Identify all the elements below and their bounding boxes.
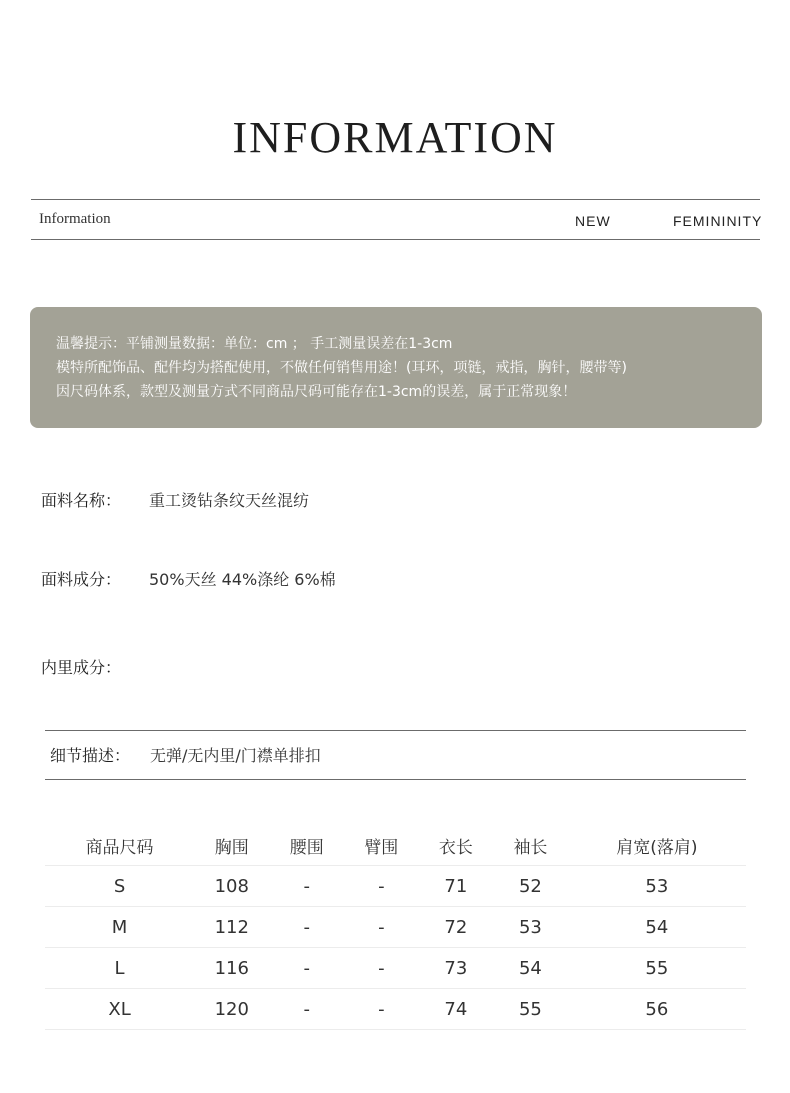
- fabric-composition-label: 面料成分：: [41, 570, 122, 589]
- header-arm: 臂围: [344, 825, 419, 866]
- notice-box: [30, 307, 762, 428]
- header-length: 衣长: [419, 825, 494, 866]
- fabric-name-row: [41, 488, 309, 511]
- table-cell: -: [344, 948, 419, 989]
- table-cell: -: [344, 866, 419, 907]
- detail-divider-bottom: [45, 779, 746, 780]
- table-cell: -: [269, 866, 344, 907]
- table-row: [45, 948, 746, 989]
- table-row: [45, 866, 746, 907]
- table-cell: 71: [419, 866, 494, 907]
- size-table: [45, 825, 746, 1030]
- table-cell: 116: [194, 948, 269, 989]
- table-cell: 54: [493, 948, 568, 989]
- fabric-composition-row: [41, 567, 336, 590]
- detail-label: 细节描述：: [50, 746, 131, 765]
- table-cell: 120: [194, 989, 269, 1030]
- detail-divider-top: [45, 730, 746, 731]
- notice-line: 模特所配饰品、配件均为搭配使用，不做任何销售用途！(耳环，项链，戒指，胸针，腰带等): [56, 360, 627, 376]
- table-cell: S: [45, 866, 194, 907]
- table-row: [45, 989, 746, 1030]
- header-chest: 胸围: [194, 825, 269, 866]
- fabric-name-value: 重工烫钻条纹天丝混纺: [149, 491, 310, 510]
- subheader-information: Information: [39, 211, 111, 227]
- detail-value: 无弹/无内里/门襟单排扣: [150, 746, 321, 765]
- table-cell: 108: [194, 866, 269, 907]
- notice-line: 温馨提示：平铺测量数据：单位：cm ； 手工测量误差在1-3cm: [56, 336, 453, 352]
- table-cell: 72: [419, 907, 494, 948]
- table-cell: -: [269, 989, 344, 1030]
- table-cell: XL: [45, 989, 194, 1030]
- header-divider-top: [31, 199, 760, 200]
- table-cell: 73: [419, 948, 494, 989]
- header-size: 商品尺码: [45, 825, 194, 866]
- table-row: [45, 907, 746, 948]
- table-cell: 112: [194, 907, 269, 948]
- table-cell: 54: [568, 907, 746, 948]
- fabric-name-label: 面料名称：: [41, 491, 122, 510]
- table-cell: 53: [493, 907, 568, 948]
- table-cell: 52: [493, 866, 568, 907]
- subheader-femininity: FEMININITY: [673, 213, 763, 229]
- header-waist: 腰围: [269, 825, 344, 866]
- subheader-new: NEW: [575, 213, 611, 229]
- header-divider-bottom: [31, 239, 760, 240]
- table-cell: 55: [493, 989, 568, 1030]
- lining-composition-label: 内里成分：: [41, 658, 122, 677]
- detail-row: [50, 743, 321, 766]
- size-table-header: [45, 825, 746, 866]
- table-cell: M: [45, 907, 194, 948]
- table-cell: 53: [568, 866, 746, 907]
- lining-composition-row: [41, 655, 149, 678]
- table-cell: L: [45, 948, 194, 989]
- fabric-composition-value: 50%天丝 44%涤纶 6%棉: [149, 570, 336, 589]
- table-cell: 74: [419, 989, 494, 1030]
- table-cell: -: [269, 948, 344, 989]
- table-cell: -: [344, 907, 419, 948]
- notice-line: 因尺码体系，款型及测量方式不同商品尺码可能存在1-3cm的误差，属于正常现象！: [56, 384, 577, 400]
- table-cell: 55: [568, 948, 746, 989]
- header-shoulder: 肩宽(落肩): [568, 825, 746, 866]
- table-cell: -: [269, 907, 344, 948]
- table-cell: -: [344, 989, 419, 1030]
- page-title: INFORMATION: [232, 113, 558, 162]
- header-sleeve: 袖长: [493, 825, 568, 866]
- table-cell: 56: [568, 989, 746, 1030]
